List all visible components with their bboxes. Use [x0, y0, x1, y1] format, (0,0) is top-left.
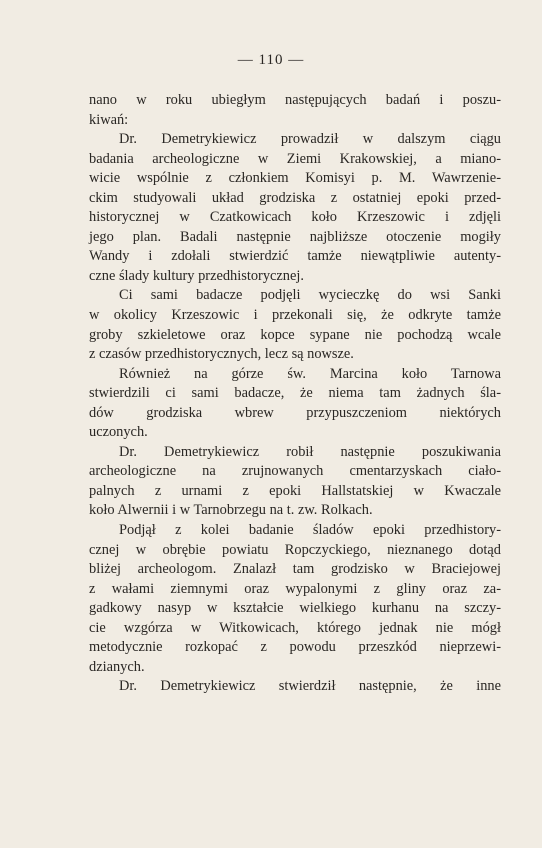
- text-line: Dr. Demetrykiewicz prowadził w dalszym ciągu: [119, 131, 501, 148]
- text-line: gadkowy nasyp w kształcie wielkiego kurhanu na szczy-: [89, 600, 501, 617]
- text-line: Również na górze św. Marcina koło Tarnowa: [119, 365, 501, 382]
- text-line: cie wzgórza w Witkowicach, którego jednak nie mógł: [89, 619, 501, 636]
- text-line: wicie wspólnie z członkiem Komisyi p. M. Wawrzenie-: [89, 170, 501, 187]
- text-line: metodycznie rozkopać z powodu przeszkód nieprzewi-: [89, 639, 501, 656]
- text-line: palnych z urnami z epoki Hallstatskiej w Kwaczale: [89, 482, 501, 499]
- text-line: stwierdzili ci sami badacze, że niema tam żadnych śla-: [89, 385, 501, 402]
- text-line: badania archeologiczne w Ziemi Krakowskiej, a miano-: [89, 150, 501, 167]
- text-line: w okolicy Krzeszowic i przekonali się, że odkryte tamże: [89, 307, 501, 324]
- text-line: Dr. Demetrykiewicz robił następnie poszukiwania: [119, 443, 501, 460]
- text-line: z wałami ziemnymi oraz wypalonymi z gliny oraz za-: [89, 580, 501, 597]
- page-number: — 110 —: [237, 52, 305, 68]
- text-line: cznej w obrębie powiatu Ropczyckiego, nieznanego dotąd: [89, 541, 501, 558]
- text-line: groby szkieletowe oraz kopce sypane nie pochodzą wcale: [89, 326, 501, 343]
- text-line: jego plan. Badali następnie najbliższe otoczenie mogiły: [89, 228, 501, 245]
- text-line: uczonych.: [89, 424, 148, 441]
- body-text: [89, 91, 501, 697]
- text-line: koło Alwernii i w Tarnobrzegu na t. zw. Rolkach.: [89, 502, 373, 519]
- text-line: nano w roku ubiegłym następujących badań i poszu-: [89, 92, 501, 108]
- text-line: Dr. Demetrykiewicz stwierdził następnie, że inne: [119, 678, 501, 695]
- text-line: kiwań:: [89, 111, 129, 128]
- text-line: historycznej w Czatkowicach koło Krzeszowic i zdjęli: [89, 209, 501, 226]
- text-line: dów grodziska wbrew przypuszczeniom niektórych: [89, 404, 501, 421]
- text-line: czne ślady kultury przedhistorycznej.: [89, 267, 304, 284]
- text-line: Wandy i zdołali stwierdzić tamże niewątpliwie autenty-: [89, 248, 501, 265]
- text-line: bliżej archeologom. Znalazł tam grodzisko w Braciejowej: [89, 561, 501, 578]
- text-line: archeologiczne na zrujnowanych cmentarzyskach ciało-: [89, 463, 501, 480]
- text-line: Podjął z kolei badanie śladów epoki przedhistory-: [119, 522, 501, 539]
- text-line: z czasów przedhistorycznych, lecz są nowsze.: [89, 346, 354, 363]
- text-line: Ci sami badacze podjęli wycieczkę do wsi Sanki: [119, 287, 501, 304]
- text-line: dzianych.: [89, 658, 145, 675]
- text-line: ckim studyowali układ grodziska z ostatniej epoki przed-: [89, 189, 501, 206]
